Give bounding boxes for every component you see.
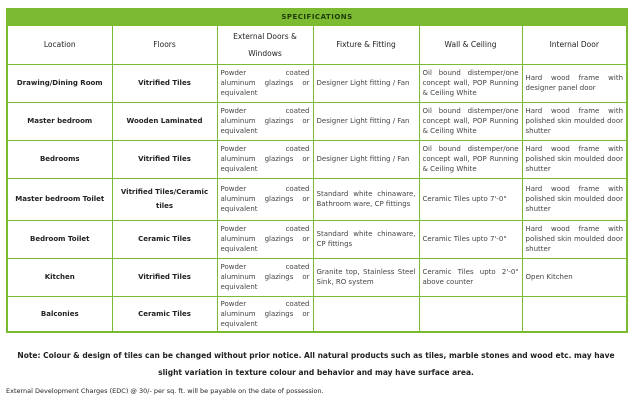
- floors-cell: Vitrified Tiles: [112, 258, 217, 296]
- table-row: [7, 102, 627, 140]
- location-cell: Master bedroom Toilet: [7, 178, 112, 220]
- fixture-cell: [313, 296, 419, 332]
- table-row: [7, 296, 627, 332]
- location-cell: Bedroom Toilet: [7, 220, 112, 258]
- fixture-cell: Designer Light fitting / Fan: [313, 64, 419, 102]
- internal-door-cell: Hard wood frame with designer panel door: [522, 64, 627, 102]
- table-row: [7, 64, 627, 102]
- floors-cell: Vitrified Tiles/Ceramic tiles: [112, 178, 217, 220]
- location-cell: Kitchen: [7, 258, 112, 296]
- floors-cell: Ceramic Tiles: [112, 296, 217, 332]
- specifications-table: [6, 8, 628, 333]
- internal-door-cell: Hard wood frame with polished skin moulded door shutter: [522, 220, 627, 258]
- doors-cell: Powder coated aluminum glazings or equivalent: [217, 296, 313, 332]
- wall-cell: Oil bound distemper/one concept wall, POP Running & Ceiling White: [419, 140, 522, 178]
- table-title: SPECIFICATIONS: [7, 9, 627, 25]
- fixture-cell: Standard white chinaware, Bathroom ware, CP fittings: [313, 178, 419, 220]
- fixture-cell: Designer Light fitting / Fan: [313, 102, 419, 140]
- location-cell: Drawing/Dining Room: [7, 64, 112, 102]
- wall-cell: Ceramic Tiles upto 2'-0" above counter: [419, 258, 522, 296]
- doors-cell: Powder coated aluminum glazings or equivalent: [217, 102, 313, 140]
- header-fixture: Fixture & Fitting: [313, 25, 419, 64]
- header-external-doors: External Doors & Windows: [217, 25, 313, 64]
- internal-door-cell: Hard wood frame with polished skin moulded door shutter: [522, 140, 627, 178]
- header-location: Location: [7, 25, 112, 64]
- doors-cell: Powder coated aluminum glazings or equivalent: [217, 258, 313, 296]
- header-internal-door: Internal Door: [522, 25, 627, 64]
- internal-door-cell: [522, 296, 627, 332]
- floors-cell: Vitrified Tiles: [112, 140, 217, 178]
- wall-cell: Oil bound distemper/one concept wall, POP Running & Ceiling White: [419, 64, 522, 102]
- edc-note: External Development Charges (EDC) @ 30/- per sq. ft. will be payable on the date of possession.: [6, 387, 324, 395]
- doors-cell: Powder coated aluminum glazings or equivalent: [217, 64, 313, 102]
- doors-cell: Powder coated aluminum glazings or equivalent: [217, 140, 313, 178]
- wall-cell: Ceramic Tiles upto 7'-0": [419, 178, 522, 220]
- location-cell: Master bedroom: [7, 102, 112, 140]
- fixture-cell: Designer Light fitting / Fan: [313, 140, 419, 178]
- wall-cell: Oil bound distemper/one concept wall, POP Running & Ceiling White: [419, 102, 522, 140]
- floors-cell: Ceramic Tiles: [112, 220, 217, 258]
- fixture-cell: Standard white chinaware, CP fittings: [313, 220, 419, 258]
- header-wall: Wall & Ceiling: [419, 25, 522, 64]
- floors-cell: Vitrified Tiles: [112, 64, 217, 102]
- wall-cell: Ceramic Tiles upto 7'-0": [419, 220, 522, 258]
- table-row: [7, 140, 627, 178]
- table-row: [7, 258, 627, 296]
- table-row: [7, 220, 627, 258]
- internal-door-cell: Hard wood frame with polished skin moulded door shutter: [522, 178, 627, 220]
- table-row: [7, 178, 627, 220]
- location-cell: Balconies: [7, 296, 112, 332]
- doors-cell: Powder coated aluminum glazings or equivalent: [217, 220, 313, 258]
- floors-cell: Wooden Laminated: [112, 102, 217, 140]
- internal-door-cell: Hard wood frame with polished skin moulded door shutter: [522, 102, 627, 140]
- header-floors: Floors: [112, 25, 217, 64]
- doors-cell: Powder coated aluminum glazings or equivalent: [217, 178, 313, 220]
- fixture-cell: Granite top, Stainless Steel Sink, RO system: [313, 258, 419, 296]
- tiles-note: Note: Colour & design of tiles can be changed without prior notice. All natural products such as tiles, marble stones and wood etc. may have slight variation in texture colour and behavior and may have surface area.: [17, 351, 615, 377]
- internal-door-cell: Open Kitchen: [522, 258, 627, 296]
- wall-cell: [419, 296, 522, 332]
- location-cell: Bedrooms: [7, 140, 112, 178]
